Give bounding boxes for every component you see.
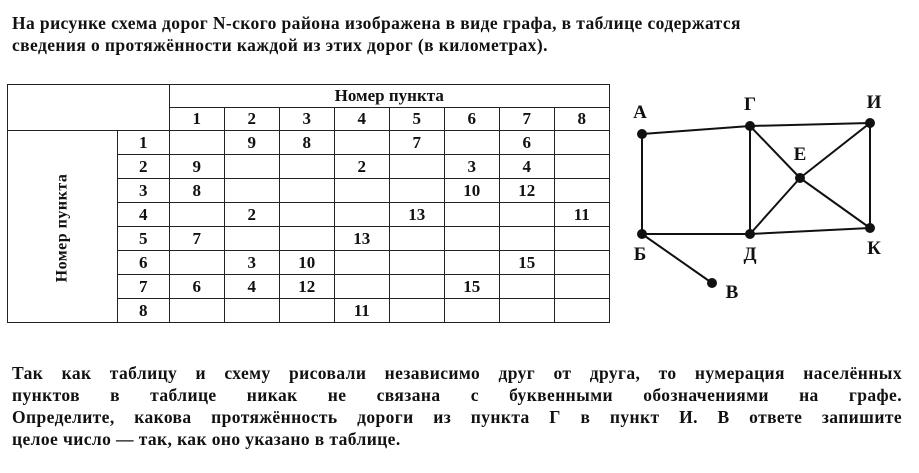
graph-vertex-e [795,173,805,183]
table-cell: 6 [169,275,224,299]
table-cell: 15 [499,251,554,275]
table-cell [279,299,334,323]
table-cell [169,203,224,227]
intro-text [12,12,902,56]
graph-vertex-label-b: Б [633,244,647,265]
table-cell [334,179,389,203]
table-cell [389,227,444,251]
table-cell: 9 [169,155,224,179]
graph-vertex-label-e: Е [793,144,807,165]
table-cell: 13 [334,227,389,251]
table-cell [279,155,334,179]
row-group-header-text: Номер пункта [53,173,71,282]
graph-vertex-label-k: К [867,238,881,259]
graph-vertex-d [745,229,755,239]
column-number-cell: 1 [169,108,224,131]
graph-edge-g-e [750,126,800,178]
graph-vertex-b [637,229,647,239]
table-cell [224,155,279,179]
table-header-row [8,85,610,108]
table-cell: 11 [554,203,609,227]
table-cell [334,275,389,299]
column-number-cell: 3 [279,108,334,131]
table-cell: 8 [169,179,224,203]
table-cell [554,131,609,155]
table-cell [389,251,444,275]
graph-vertex-i [865,118,875,128]
column-number-cell: 4 [334,108,389,131]
table-cell [554,227,609,251]
table-cell: 8 [279,131,334,155]
table-cell: 9 [224,131,279,155]
table-cell [554,251,609,275]
row-number-cell: 1 [117,131,169,155]
graph-vertex-k [865,223,875,233]
row-number-cell: 7 [117,275,169,299]
intro-line: На рисунке схема дорог N-ского района изображена в виде графа, в таблице содержатся [12,13,741,33]
distance-table [7,84,610,323]
table-cell: 2 [334,155,389,179]
table-cell: 11 [334,299,389,323]
table-cell: 10 [444,179,499,203]
table-cell [554,275,609,299]
question-line: пунктов в таблице никак не связана с буквенными обозначениями на графе. [12,385,902,405]
table-cell [279,227,334,251]
table-cell [389,299,444,323]
column-group-header: Номер пункта [169,85,609,108]
row-group-header [8,131,118,323]
graph-vertex-label-g: Г [743,94,757,115]
distance-table-container [7,84,610,323]
table-cell [554,179,609,203]
graph-edge-i-e [800,123,870,178]
table-cell: 3 [224,251,279,275]
row-number-cell: 4 [117,203,169,227]
graph-edge-e-d [750,178,800,234]
table-cell [279,179,334,203]
table-cell: 7 [169,227,224,251]
table-cell: 4 [224,275,279,299]
row-number-cell: 3 [117,179,169,203]
table-cell [499,275,554,299]
table-cell [444,203,499,227]
table-cell [499,299,554,323]
column-number-cell: 5 [389,108,444,131]
question-text [12,362,902,450]
column-number-cell: 6 [444,108,499,131]
table-cell: 3 [444,155,499,179]
table-cell [169,131,224,155]
table-cell: 10 [279,251,334,275]
intro-line: сведения о протяжённости каждой из этих дорог (в километрах). [12,35,548,55]
table-cell [334,131,389,155]
graph-edge-a-g [642,126,750,134]
table-cell: 6 [499,131,554,155]
column-number-cell: 7 [499,108,554,131]
table-cell [224,227,279,251]
table-cell: 13 [389,203,444,227]
question-line: целое число — так, как оно указано в таблице. [12,429,401,449]
table-corner-cell [8,85,170,131]
graph-vertex-label-a: А [633,102,647,123]
table-cell [334,251,389,275]
table-cell [279,203,334,227]
table-cell: 12 [499,179,554,203]
graph-vertex-label-d: Д [743,244,757,265]
graph-vertex-label-i: И [866,92,882,113]
road-graph [620,88,895,298]
graph-edge-d-k [750,228,870,234]
table-cell [554,299,609,323]
graph-edge-e-k [800,178,870,228]
table-cell [499,203,554,227]
table-cell [224,299,279,323]
table-row [8,131,610,155]
table-cell [444,299,499,323]
table-cell [554,155,609,179]
row-number-cell: 8 [117,299,169,323]
column-number-cell: 8 [554,108,609,131]
table-cell: 15 [444,275,499,299]
table-cell: 12 [279,275,334,299]
table-cell [224,179,279,203]
table-cell [389,179,444,203]
question-line: Так как таблицу и схему рисовали независимо друг от друга, то нумерация населённых [12,363,902,383]
table-cell [169,251,224,275]
table-cell: 2 [224,203,279,227]
graph-vertex-label-v: В [725,282,739,298]
graph-vertex-a [637,129,647,139]
table-cell [169,299,224,323]
column-number-cell: 2 [224,108,279,131]
table-cell [334,203,389,227]
table-cell [389,155,444,179]
row-number-cell: 6 [117,251,169,275]
row-number-cell: 5 [117,227,169,251]
table-cell [444,251,499,275]
row-number-cell: 2 [117,155,169,179]
table-cell: 4 [499,155,554,179]
graph-edge-b-v [642,234,712,283]
graph-edge-g-i [750,123,870,126]
table-cell [389,275,444,299]
question-line: Определите, какова протяжённость дороги из пункта Г в пункт И. В ответе запишите [12,407,902,427]
table-cell [444,131,499,155]
table-cell [499,227,554,251]
table-cell [444,227,499,251]
graph-vertex-v [707,278,717,288]
graph-vertex-g [745,121,755,131]
table-cell: 7 [389,131,444,155]
